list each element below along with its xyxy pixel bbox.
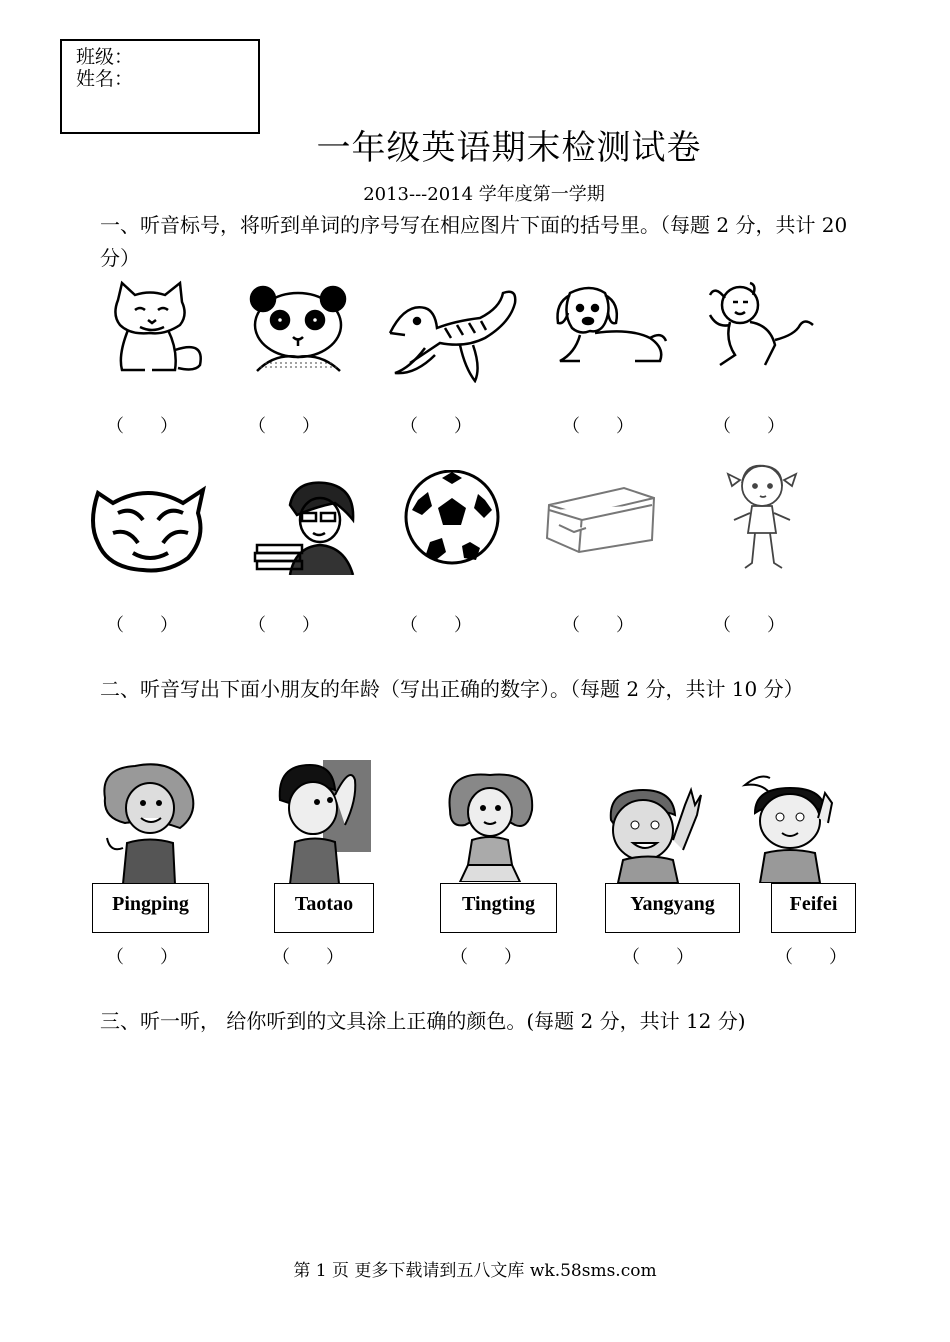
answer-blank[interactable]: （ ） [400,416,472,437]
child-name-feifei: Feifei [771,883,856,933]
pencil-box-icon [544,480,659,555]
answer-blank[interactable]: （ ） [106,416,178,437]
age-answer-blank[interactable]: （ ） [622,947,694,968]
child-yangyang-picture [603,785,703,883]
section1-instruction: 一、听音标号，将听到单词的序号写在相应图片下面的括号里。（每题 2 分，共计 20 分） [100,213,848,270]
monkey-icon [705,280,815,370]
child-name-taotao: Taotao [274,883,374,933]
page-title: 一年级英语期末检测试卷 [316,128,702,168]
answer-blank[interactable]: （ ） [713,615,785,636]
bird-icon [385,283,525,383]
answer-blank[interactable]: （ ） [106,615,178,636]
cat-icon [100,280,210,375]
dog-icon [550,283,670,368]
name-label: 姓名： [76,68,134,90]
child-tingting-picture [440,770,540,882]
answer-blank[interactable]: （ ） [248,615,320,636]
tiger-icon [88,478,213,573]
girl-icon [720,458,805,576]
child-name-tingting: Tingting [440,883,557,933]
panda-icon [245,285,350,373]
child-taotao-picture [275,760,373,884]
child-feifei-picture [740,773,840,883]
section3-instruction: 三、听一听， 给你听到的文具涂上正确的颜色。(每题 2 分，共计 12 分) [100,1009,746,1033]
child-name-yangyang: Yangyang [605,883,740,933]
answer-blank[interactable]: （ ） [562,416,634,437]
answer-blank[interactable]: （ ） [562,615,634,636]
age-answer-blank[interactable]: （ ） [775,947,847,968]
teacher-with-books-icon [245,475,365,575]
class-label: 班级： [76,46,134,68]
page-footer: 第 1 页 更多下载请到五八文库 wk.58sms.com [293,1261,657,1281]
child-pingping-picture [95,758,205,884]
section2-instruction: 二、听音写出下面小朋友的年龄（写出正确的数字）。（每题 2 分，共计 10 分） [100,677,804,701]
answer-blank[interactable]: （ ） [400,615,472,636]
answer-blank[interactable]: （ ） [713,416,785,437]
age-answer-blank[interactable]: （ ） [272,947,344,968]
child-name-pingping: Pingping [92,883,209,933]
answer-blank[interactable]: （ ） [248,416,320,437]
age-answer-blank[interactable]: （ ） [106,947,178,968]
soccer-ball-icon [400,470,505,565]
page-subtitle: 2013---2014 学年度第一学期 [363,184,605,205]
age-answer-blank[interactable]: （ ） [450,947,522,968]
